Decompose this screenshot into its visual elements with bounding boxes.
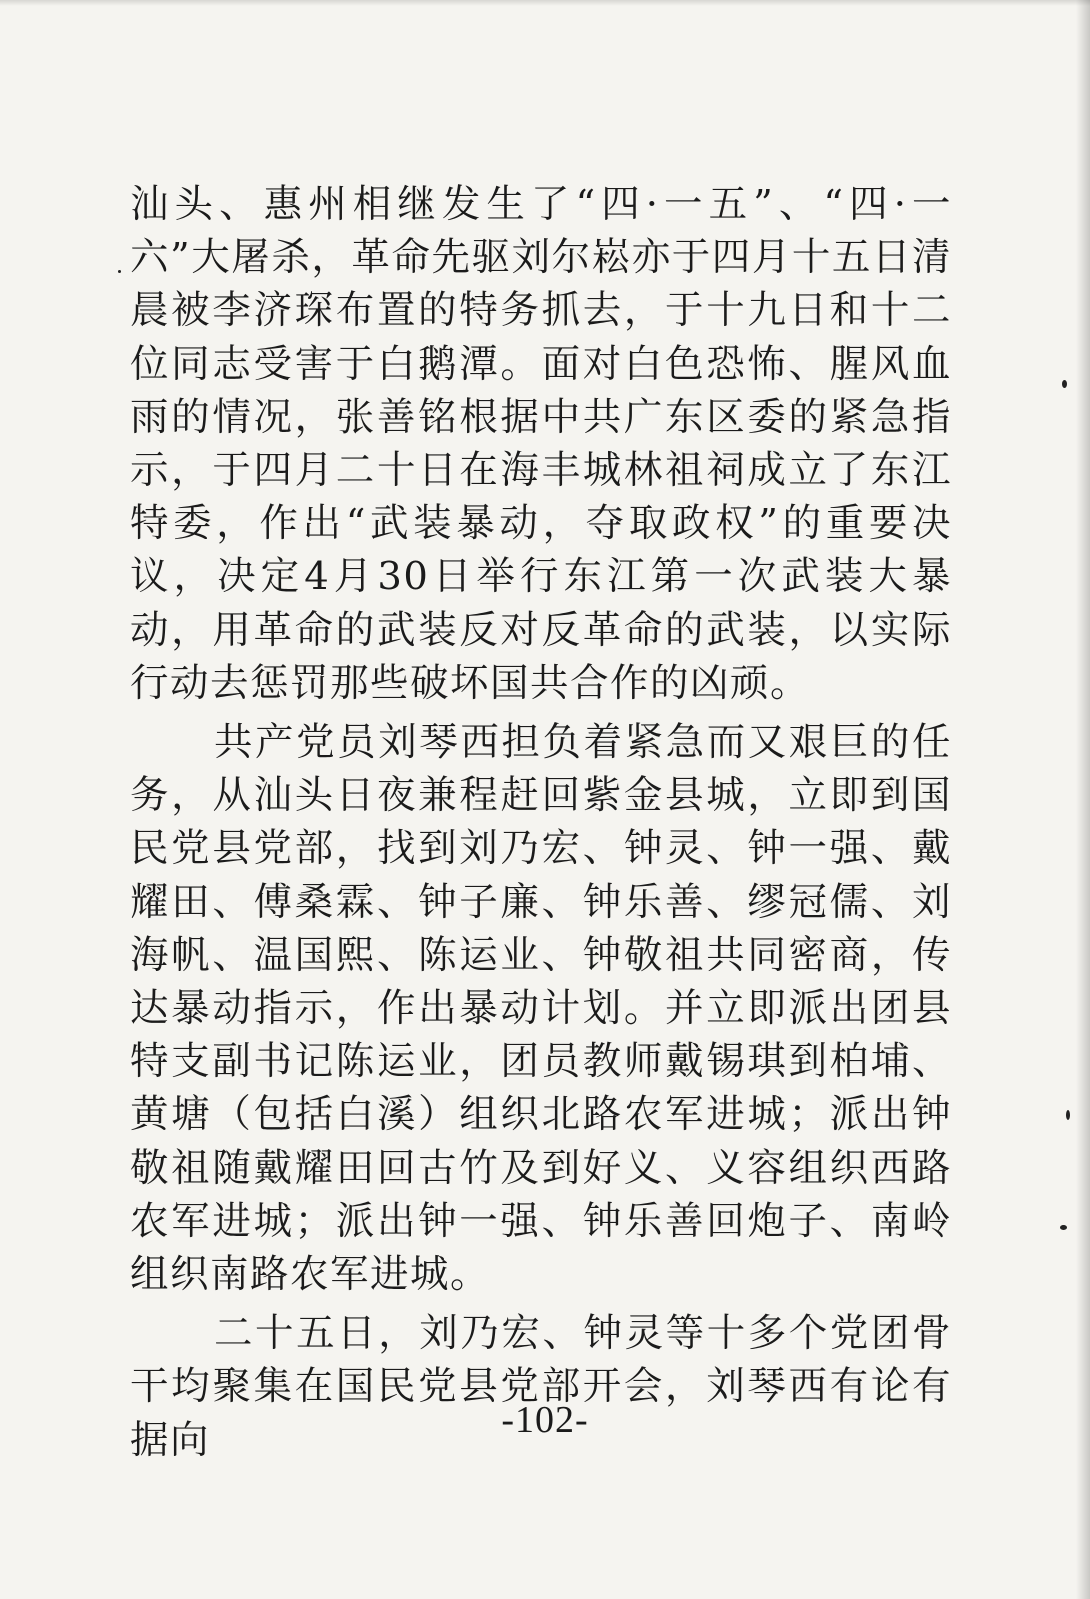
scan-speck [118, 270, 121, 273]
scan-shadow-right [1076, 0, 1090, 1599]
paragraph-1: 汕头、惠州相继发生了“四·一五”、“四·一六”大屠杀，革命先驱刘尔崧亦于四月十五日清晨被李济琛布置的特务抓去，于十九日和十二位同志受害于白鹅潭。面对白色恐怖、腥风血雨的情况，张善铭根据中共广东区委的紧急指示，于四月二十日在海丰城林祖祠成立了东江特委，作出“武装暴动，夺取政权”的重要决议，决定4月30日举行东江第一次武装大暴动，用革命的武装反对反革命的武装，以实际行动去惩罚那些破坏国共合作的凶顽。 [130, 182, 952, 706]
body-text [130, 178, 952, 1467]
scan-speck [1066, 1110, 1070, 1120]
scan-speck [1062, 380, 1067, 388]
scan-shadow-top [0, 0, 1090, 6]
scan-speck [1060, 1225, 1067, 1230]
page-number: -102- [501, 1399, 589, 1441]
paragraph-2: 共产党员刘琴西担负着紧急而又艰巨的任务，从汕头日夜兼程赶回紫金县城，立即到国民党县党部，找到刘乃宏、钟灵、钟一强、戴耀田、傅桑霖、钟子廉、钟乐善、缪冠儒、刘海帆、温国熙、陈运业、钟敬祖共同密商，传达暴动指示，作出暴动计划。并立即派出团县特支副书记陈运业，团员教师戴锡琪到柏埔、黄塘（包括白溪）组织北路农军进城；派出钟敬祖随戴耀田回古竹及到好义、义容组织西路农军进城；派出钟一强、钟乐善回炮子、南岭组织南路农军进城。 [130, 720, 952, 1298]
paragraph-3: 二十五日，刘乃宏、钟灵等十多个党团骨干均聚集在国民党县党部开会，刘琴西有论有据向 [130, 1311, 952, 1463]
